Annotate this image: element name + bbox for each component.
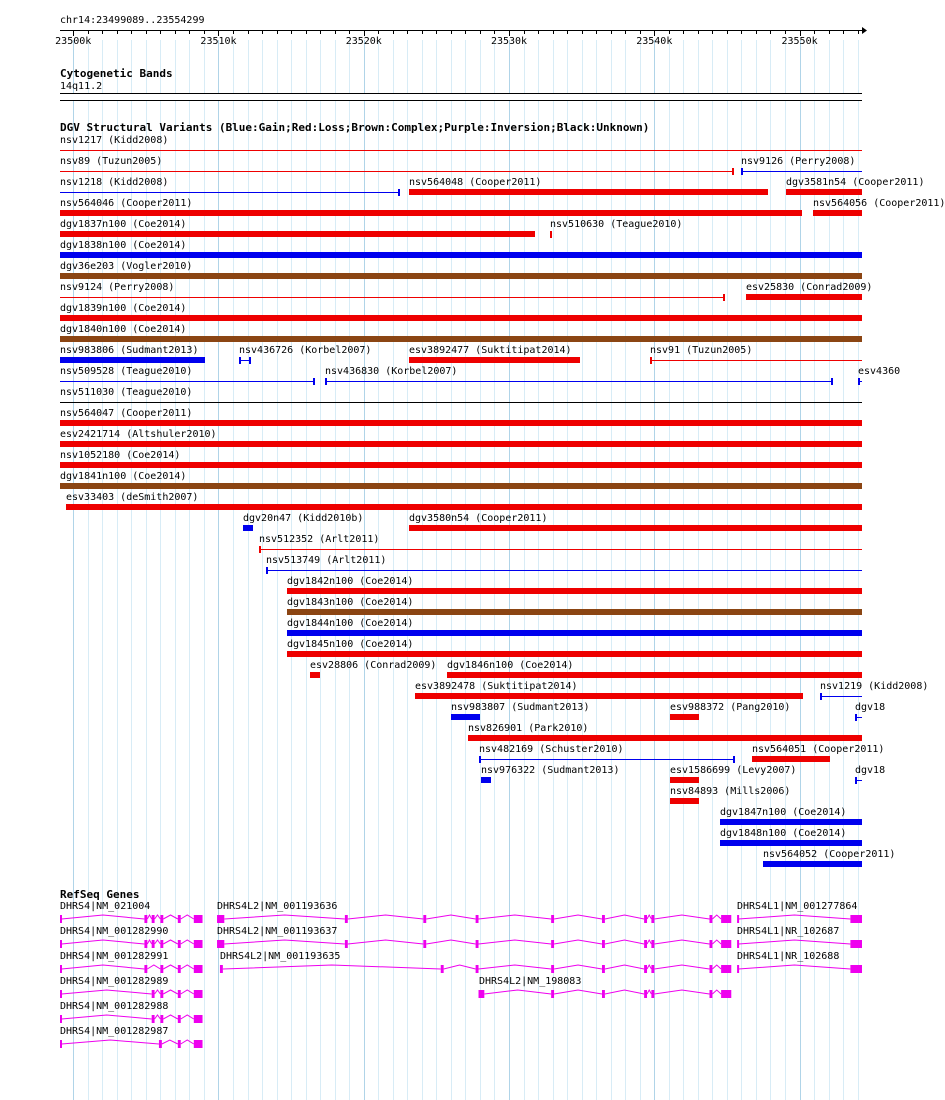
variant-label: esv28806 (Conrad2009) [310, 660, 437, 671]
variant-label: dgv1846n100 (Coe2014) [447, 660, 574, 671]
variant-label: dgv1837n100 (Coe2014) [60, 219, 187, 230]
variant-label: nsv564046 (Cooper2011) [60, 198, 193, 209]
gene-label: DHRS4|NM_001282988 [60, 1001, 169, 1012]
gene-model[interactable] [0, 1012, 890, 1026]
gene-model[interactable] [0, 962, 890, 976]
variant-label: dgv3580n54 (Cooper2011) [409, 513, 548, 524]
variant-label: nsv9126 (Perry2008) [741, 156, 856, 167]
gene-exon [160, 1015, 163, 1023]
ruler-tick-label: 23530k [490, 36, 528, 47]
gene-intron [712, 990, 721, 994]
variant-label: nsv826901 (Park2010) [468, 723, 589, 734]
variant-label: nsv1052180 (Coe2014) [60, 450, 181, 461]
gene-exon [194, 1015, 203, 1023]
gene-label: DHRS4|NM_001282987 [60, 1026, 169, 1037]
gene-exon [850, 915, 862, 923]
gene-exon [737, 965, 739, 973]
variant-label: nsv512352 (Arlt2011) [259, 534, 380, 545]
gene-exon [178, 1015, 181, 1023]
variant-label: nsv564048 (Cooper2011) [409, 177, 542, 188]
variant-label: dgv1840n100 (Coe2014) [60, 324, 187, 335]
gene-intron [554, 990, 602, 994]
variant-label: esv4360 [858, 366, 901, 377]
variant-label: dgv1845n100 (Coe2014) [287, 639, 414, 650]
variant-label: nsv436726 (Korbel2007) [239, 345, 372, 356]
gene-label: DHRS4L1|NR_102687 [737, 926, 840, 937]
gene-label: DHRS4|NM_001282991 [60, 951, 169, 962]
variant-label: nsv511030 (Teague2010) [60, 387, 193, 398]
gene-exon [178, 1040, 181, 1048]
variant-label: nsv482169 (Schuster2010) [479, 744, 624, 755]
variant-label: nsv564047 (Cooper2011) [60, 408, 193, 419]
refseq-track-title: RefSeq Genes [60, 888, 140, 901]
gene-label: DHRS4|NM_021004 [60, 901, 151, 912]
gene-exon [479, 990, 485, 998]
variant-label: esv3892477 (Suktitipat2014) [409, 345, 572, 356]
variant-label: esv25830 (Conrad2009) [746, 282, 873, 293]
gene-intron [739, 940, 851, 944]
gene-intron [62, 1015, 152, 1019]
variant-label: nsv564051 (Cooper2011) [752, 744, 885, 755]
variant-label: dgv1839n100 (Coe2014) [60, 303, 187, 314]
variant-label: dgv3581n54 (Cooper2011) [786, 177, 925, 188]
ruler-tick-label: 23540k [636, 36, 673, 47]
gene-label: DHRS4L2|NM_198083 [479, 976, 582, 987]
dgv-track-title: DGV Structural Variants (Blue:Gain;Red:Loss;Brown:Complex;Purple:Inversion;Black:Unknown) [60, 121, 650, 134]
variant-label: nsv564056 (Cooper2011) [813, 198, 945, 209]
gene-label: DHRS4L2|NM_001193636 [217, 901, 338, 912]
variant-label: nsv436830 (Korbel2007) [325, 366, 458, 377]
variant-label: dgv20n47 (Kidd2010b) [243, 513, 364, 524]
variant-label: nsv89 (Tuzun2005) [60, 156, 163, 167]
gene-exon [159, 1040, 162, 1048]
variant-label: esv988372 (Pang2010) [670, 702, 791, 713]
cytoband-track-title: Cytogenetic Bands [60, 67, 173, 80]
variant-label: dgv1848n100 (Coe2014) [720, 828, 847, 839]
gene-label: DHRS4L2|NM_001193637 [217, 926, 338, 937]
gene-exon [194, 1040, 203, 1048]
gene-intron [181, 1015, 194, 1019]
gene-exon [644, 990, 647, 998]
gene-exon [850, 940, 862, 948]
gene-exon [737, 915, 739, 923]
variant-label: nsv91 (Tuzun2005) [650, 345, 753, 356]
variant-label: nsv983807 (Sudmant2013) [451, 702, 590, 713]
variant-label: dgv1843n100 (Coe2014) [287, 597, 414, 608]
variant-label: esv1586699 (Levy2007) [670, 765, 797, 776]
gene-intron [181, 1040, 194, 1044]
gene-intron [62, 1040, 159, 1044]
variant-label: nsv9124 (Perry2008) [60, 282, 175, 293]
gene-intron [155, 1015, 161, 1019]
gene-intron [163, 1015, 178, 1019]
variant-label: nsv1218 (Kidd2008) [60, 177, 169, 188]
ruler-tick-label: 23520k [345, 36, 382, 47]
variant-label: dgv1838n100 (Coe2014) [60, 240, 187, 251]
variant-label: dgv36e203 (Vogler2010) [60, 261, 193, 272]
gene-exon [602, 990, 605, 998]
gene-exon [60, 1040, 62, 1048]
variant-label: dgv1844n100 (Coe2014) [287, 618, 414, 629]
variant-label: esv3892478 (Suktitipat2014) [415, 681, 578, 692]
variant-label: nsv564052 (Cooper2011) [763, 849, 896, 860]
gene-exon [152, 1015, 155, 1023]
gene-exon [651, 990, 654, 998]
gene-exon [709, 990, 712, 998]
ruler-tick-label: 23550k [781, 36, 818, 47]
gene-label: DHRS4|NM_001282990 [60, 926, 169, 937]
gene-intron [605, 990, 644, 994]
variant-label: dgv1841n100 (Coe2014) [60, 471, 187, 482]
gene-label: DHRS4|NM_001282989 [60, 976, 169, 987]
gene-intron [162, 1040, 178, 1044]
gene-model[interactable] [0, 1037, 890, 1051]
gene-exon [60, 1015, 62, 1023]
ruler-tick-label: 23500k [55, 36, 92, 47]
gene-exon [551, 990, 554, 998]
gene-intron [739, 965, 851, 969]
variant-label: nsv513749 (Arlt2011) [266, 555, 387, 566]
gene-label: DHRS4L1|NR_102688 [737, 951, 840, 962]
variant-label: nsv983806 (Sudmant2013) [60, 345, 199, 356]
gene-exon [850, 965, 862, 973]
variant-label: dgv18 [855, 702, 886, 713]
variant-label: nsv84893 (Mills2006) [670, 786, 791, 797]
gene-model[interactable] [0, 912, 890, 926]
region-label: chr14:23499089..23554299 [60, 15, 205, 26]
gene-exon [721, 990, 731, 998]
gene-intron [484, 990, 551, 994]
gene-label: DHRS4L1|NM_001277864 [737, 901, 858, 912]
gene-label: DHRS4L2|NM_001193635 [220, 951, 341, 962]
gene-exon [737, 940, 739, 948]
variant-label: dgv18 [855, 765, 886, 776]
cytoband-label: 14q11.2 [60, 81, 103, 92]
ruler-tick-label: 23510k [200, 36, 237, 47]
gene-intron [739, 915, 851, 919]
variant-label: nsv1217 (Kidd2008) [60, 135, 169, 146]
variant-label: dgv1842n100 (Coe2014) [287, 576, 414, 587]
variant-label: esv2421714 (Altshuler2010) [60, 429, 217, 440]
variant-label: esv33403 (deSmith2007) [66, 492, 199, 503]
variant-label: nsv510630 (Teague2010) [550, 219, 683, 230]
gene-intron [654, 990, 709, 994]
variant-label: dgv1847n100 (Coe2014) [720, 807, 847, 818]
gene-model[interactable] [0, 987, 890, 1001]
variant-label: nsv976322 (Sudmant2013) [481, 765, 620, 776]
variant-label: nsv509528 (Teague2010) [60, 366, 193, 377]
variant-label: nsv1219 (Kidd2008) [820, 681, 929, 692]
gene-intron [647, 990, 651, 994]
gene-model[interactable] [0, 937, 890, 951]
